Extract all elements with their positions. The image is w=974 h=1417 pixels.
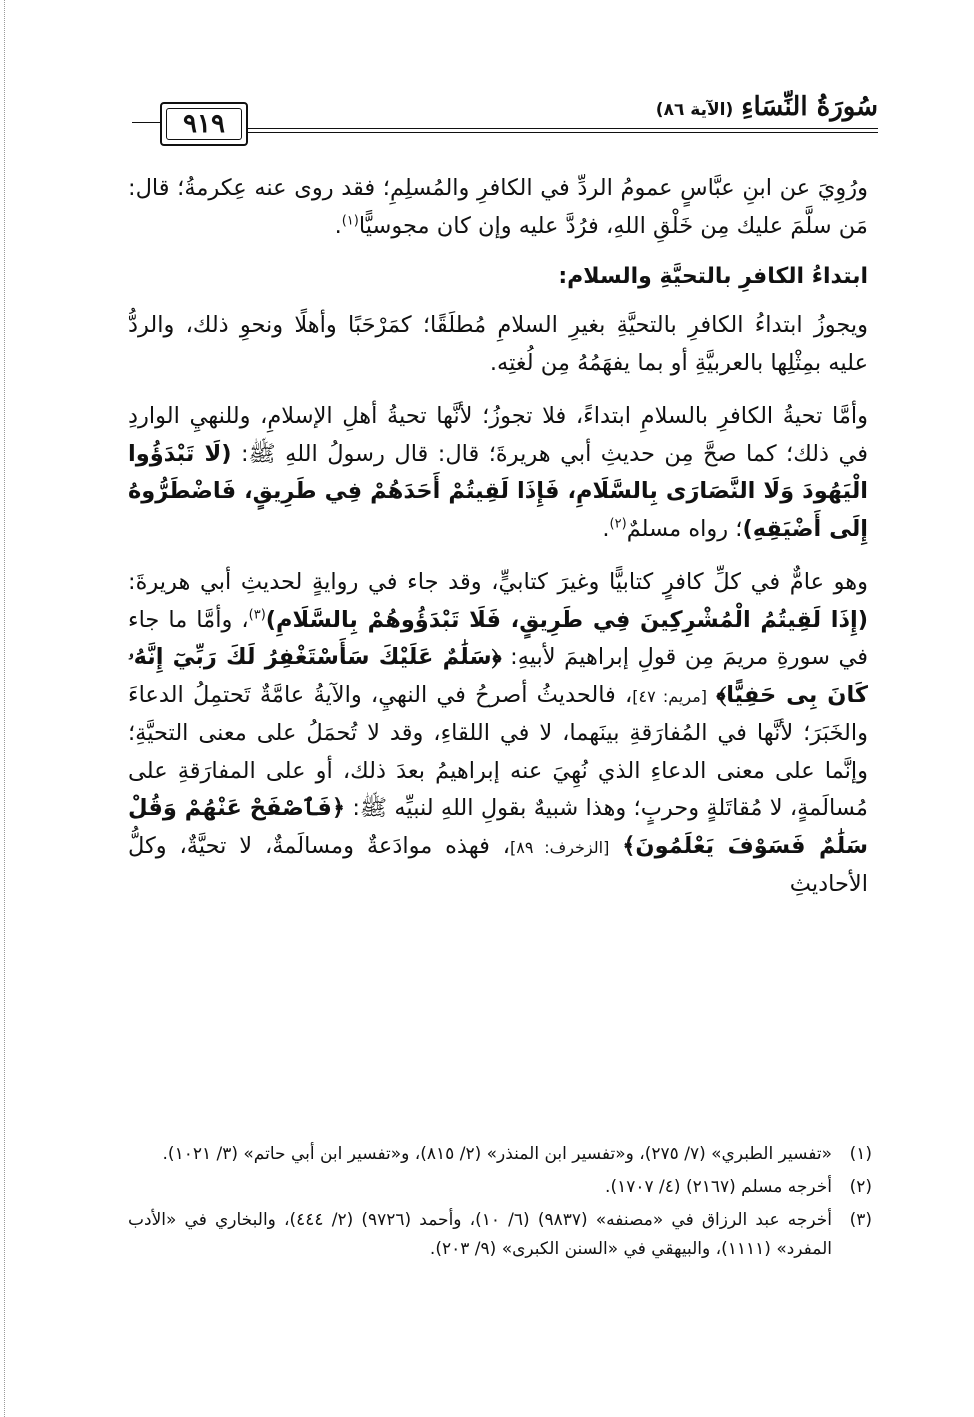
- footnote-text: أخرجه عبد الرزاق في «مصنفه» (٩٨٣٧) (٦/ ١٠)، وأحمد (٩٧٢٦) (٢/ ٤٤٤)، والبخاري في «الأدب المفرد» (١١١١)، والبيهقي في «السنن الكبرى» (٩/ ٢٠٣).: [128, 1210, 832, 1259]
- header-title: [656, 92, 878, 122]
- hadith-quote-2: (إِذَا لَقِيتُمُ الْمُشْرِكِينَ فِي طَرِيقٍ، فَلَا تَبْدَؤُوهُمْ بِالسَّلَامِ): [265, 606, 868, 633]
- hadith-quote-1: (لَا تَبْدَؤُوا الْيَهُودَ وَلَا النَّصَارَى بِالسَّلَامِ، فَإِذَا لَقِيتُمْ أَحَدَهُمْ فِي طَرِيقٍ، فَاضْطَرُّوهُ إِلَى أَضْيَقِهِ): [128, 440, 868, 542]
- footnote-2: [128, 1173, 872, 1202]
- page-edge: [0, 0, 5, 1417]
- paragraph-4-text-a: وهو عامٌّ في كلِّ كافرٍ كتابيًّا وغيرَ كتابيٍّ، وقد جاء في روايةٍ لحديثِ أبي هريرةَ:: [128, 569, 868, 595]
- paragraph-1-end: .: [334, 212, 342, 239]
- page-number: ٩١٩: [183, 109, 225, 139]
- header-rule-top: [248, 128, 878, 129]
- paragraph-4: [128, 564, 868, 904]
- paragraph-3-end: .: [602, 515, 610, 542]
- footnote-3: [128, 1206, 872, 1264]
- main-text: [128, 170, 868, 904]
- paragraph-4-text-c: ، فالحديثُ أصرحُ في النهيِ، والآيةُ عامَّةٌ تَحتمِلُ الدعاءَ والخَبَرَ؛ لأنَّها في المُفارَقةِ بينَهما، لا في اللقاءِ، وقد لا تُحمَلُ على معنى التحيَّةِ؛ وإنَّما على معنى الدعاءِ الذي نُهِيَ عنه إبراهيمُ بعدَ ذلك، أو على المفارَقةِ على مُسالَمةٍ، لا مُقاتَلةٍ وحربٍ؛ وهذا شبيهٌ بقولِ اللهِ لنبيِّه ﷺ:: [128, 681, 868, 821]
- surah-title: سُورَةُ النِّسَاءِ: [741, 92, 878, 122]
- header-rule-bottom: [248, 132, 878, 133]
- footnote-text: أخرجه مسلم (٢١٦٧) (٤/ ١٧٠٧).: [605, 1177, 832, 1197]
- paragraph-1: [128, 170, 868, 245]
- footnote-text: «تفسير الطبري» (٧/ ٢٧٥)، و«تفسير ابن المنذر» (٢/ ٨١٥)، و«تفسير ابن أبي حاتم» (٣/ ١٠٢١).: [162, 1144, 832, 1164]
- paragraph-1-text: ورُوِيَ عن ابنِ عبَّاسٍ عمومُ الردِّ في الكافرِ والمُسلِمِ؛ فقد روى عنه عِكرمةُ؛ قال: مَن سلَّمَ عليك مِن خَلْقِ اللهِ، فرُدَّ عليه وإن كان مجوسيًّا: [128, 175, 868, 239]
- footnote-ref-3: (٣): [248, 607, 266, 622]
- footnote-label: (٢): [849, 1177, 872, 1197]
- paragraph-2: ويجوزُ ابتداءُ الكافرِ بالتحيَّةِ بغيرِ السلامِ مُطلَقًا؛ كمَرْحَبًا وأهلًا ونحوِ ذلك، والردُّ عليه بمِثْلِها بالعربيَّةِ أو بما يفهَمُهُ مِن لُغتِه.: [128, 312, 868, 376]
- paragraph-3: [128, 398, 868, 548]
- footnote-1: [128, 1140, 872, 1169]
- page-number-box: [160, 102, 248, 146]
- verse-reference-2: [الزخرف: ٨٩]: [509, 837, 610, 857]
- footnote-label: (١): [849, 1144, 872, 1164]
- footnote-label: (٣): [849, 1210, 872, 1230]
- header-rule-left: [132, 122, 160, 123]
- paragraph-3-source: ؛ رواه مسلمٌ: [626, 515, 743, 542]
- page-number-frame: [166, 108, 242, 140]
- quran-verse-1: ﴿سَلَٰمٌ عَلَيْكَ سَأَسْتَغْفِرُ لَكَ رَبِّيٓ إِنَّهُۥ كَانَ بِى حَفِيًّا﴾: [128, 644, 868, 708]
- footnotes: [128, 1140, 872, 1264]
- page-header: [118, 92, 878, 152]
- verse-reference-1: [مريم: ٤٧]: [632, 686, 708, 706]
- paragraph-3-text: وأمَّا تحيةُ الكافرِ بالسلامِ ابتداءً، فلا تجوزُ؛ لأنَّها تحيةُ أهلِ الإسلامِ، وللنهيِ الواردِ في ذلك؛ كما صحَّ مِن حديثِ أبي هريرةَ؛ قال: قال رسولُ اللهِ ﷺ:: [128, 403, 868, 467]
- paragraph-4-text-d: ، فهذه موادَعةٌ ومسالَمةٌ، لا تحيَّةٌ، وكلُّ الأحاديثِ: [128, 832, 868, 897]
- section-heading: ابتداءُ الكافرِ بالتحيَّةِ والسلام:: [558, 264, 868, 289]
- quran-verse-2: ﴿فَٱصْفَحْ عَنْهُمْ وَقُلْ سَلَٰمٌ فَسَوْفَ يَعْلَمُونَ﴾: [128, 795, 869, 859]
- ayah-label: (الآية ٨٦): [655, 100, 734, 120]
- footnote-ref-2: (٢): [609, 516, 627, 531]
- footnote-ref-1: (١): [341, 213, 359, 228]
- paragraph-4-text-b: ، وأمَّا ما جاء في سورةِ مريمَ مِن قولِ إبراهيمَ لأبيهِ:: [128, 606, 868, 670]
